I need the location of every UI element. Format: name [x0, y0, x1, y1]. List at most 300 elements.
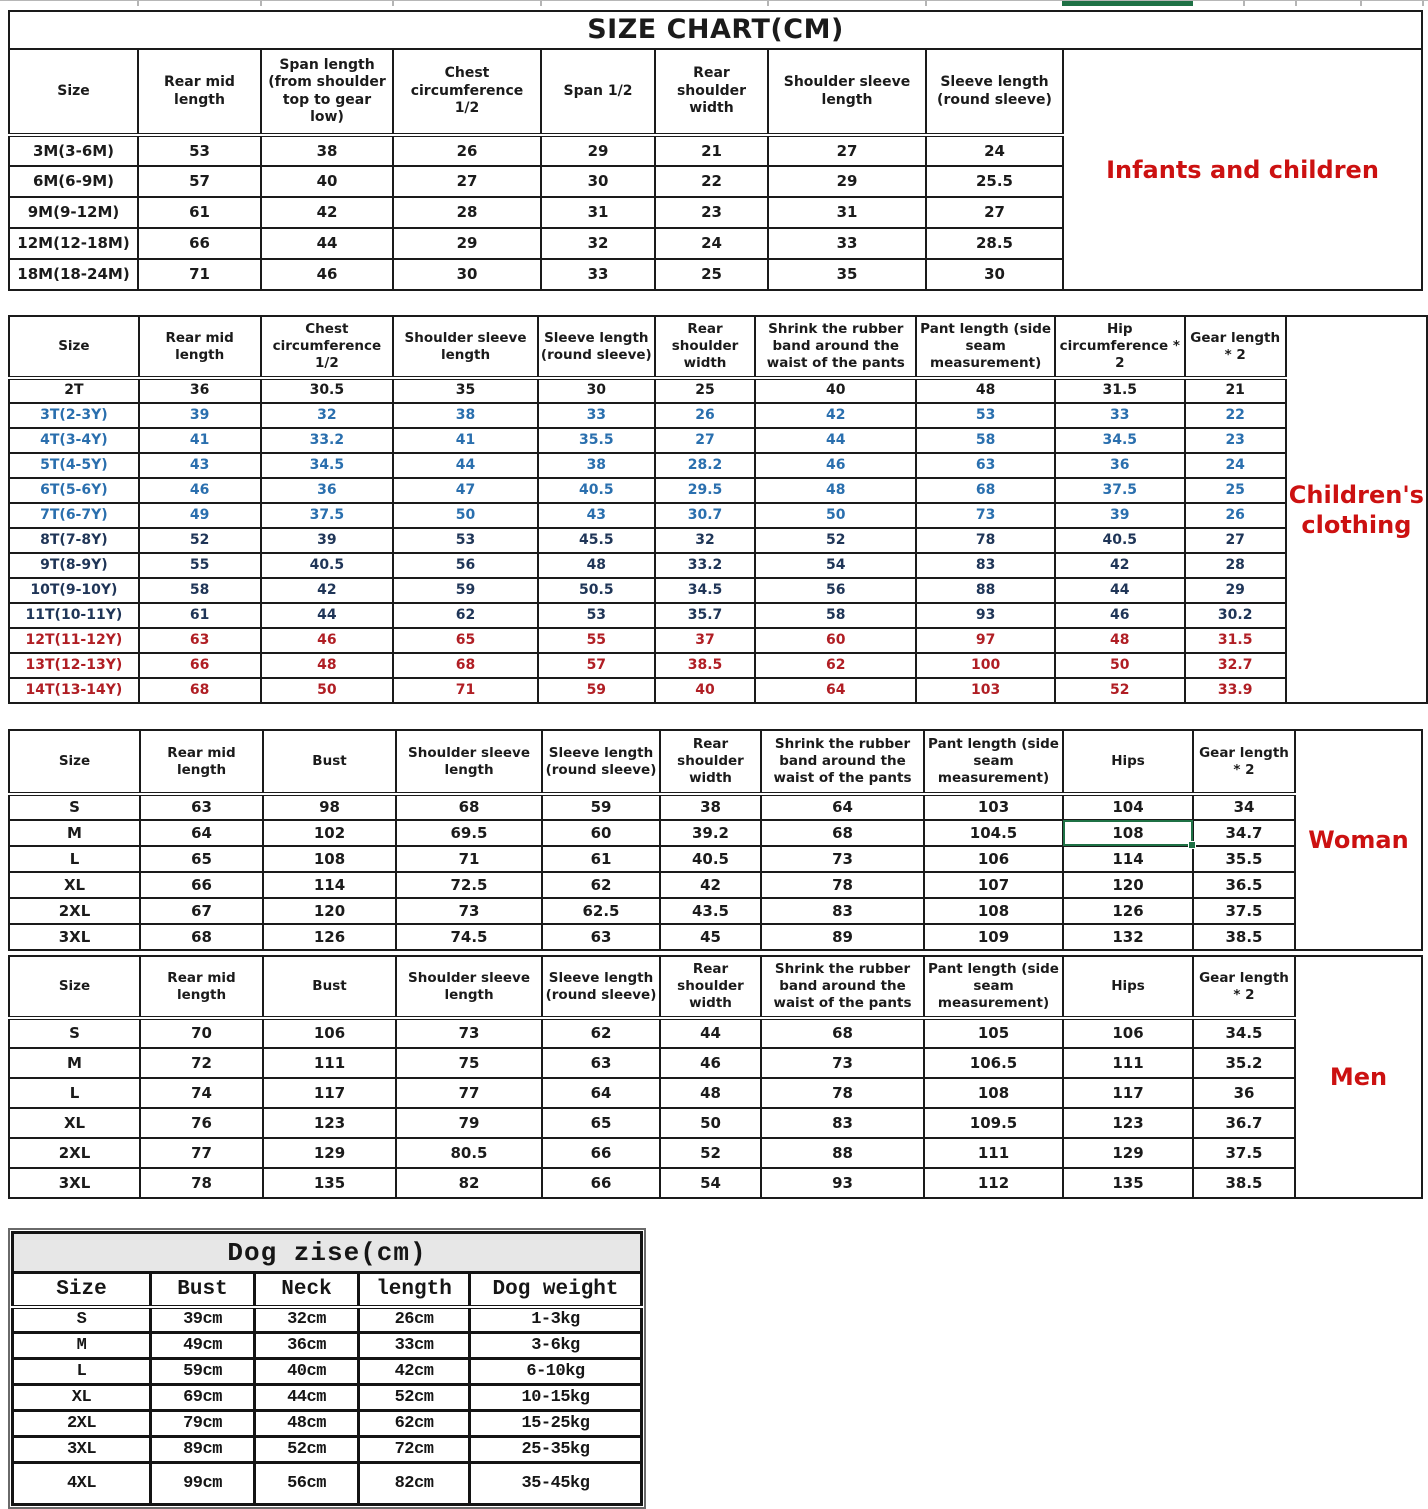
- value-cell: 30.5: [261, 378, 394, 403]
- value-cell: 49cm: [151, 1333, 255, 1359]
- size-label-cell: 18M(18-24M): [9, 259, 138, 290]
- value-cell: 26: [1185, 503, 1286, 528]
- gridline-tick: [392, 1, 394, 6]
- value-cell: 30: [926, 259, 1063, 290]
- value-cell: 35.2: [1193, 1048, 1295, 1078]
- table-title-row: [13, 1233, 642, 1273]
- value-cell: 36: [1055, 453, 1185, 478]
- value-cell: 77: [396, 1078, 542, 1108]
- value-cell: 73: [761, 846, 924, 872]
- value-cell: 36: [1193, 1078, 1295, 1108]
- value-cell: 44: [261, 603, 394, 628]
- value-cell: 25-35kg: [470, 1437, 642, 1463]
- column-header: Shoulder sleeve length: [396, 956, 542, 1018]
- size-row: [9, 872, 1422, 898]
- value-cell: 46: [1055, 603, 1185, 628]
- value-cell: 38: [393, 403, 538, 428]
- value-cell: 52cm: [359, 1385, 470, 1411]
- gridline-tick: [925, 1, 927, 6]
- value-cell: 35.5: [538, 428, 655, 453]
- group-label: Children's clothing: [1286, 316, 1427, 703]
- value-cell: 33: [768, 228, 926, 259]
- value-cell: 79cm: [151, 1411, 255, 1437]
- value-cell: 36.7: [1193, 1108, 1295, 1138]
- value-cell: 89cm: [151, 1437, 255, 1463]
- gridline-tick: [1243, 1, 1245, 6]
- value-cell: 34.5: [1193, 1018, 1295, 1048]
- value-cell: 22: [655, 166, 768, 197]
- size-label-cell: 13T(12-13Y): [9, 653, 139, 678]
- value-cell: 80.5: [396, 1138, 542, 1168]
- header-row: [13, 1273, 642, 1307]
- value-cell: 65: [393, 628, 538, 653]
- size-label-cell: L: [13, 1359, 151, 1385]
- column-header: Shoulder sleeve length: [768, 49, 926, 135]
- gridline-tick: [1360, 1, 1362, 6]
- value-cell: 30: [538, 378, 655, 403]
- value-cell: 31.5: [1055, 378, 1185, 403]
- value-cell: 53: [916, 403, 1055, 428]
- value-cell: 52cm: [255, 1437, 359, 1463]
- column-header: Span 1/2: [541, 49, 655, 135]
- value-cell: 66: [139, 653, 261, 678]
- value-cell: 46: [261, 259, 393, 290]
- value-cell: 35.7: [655, 603, 755, 628]
- value-cell: 43: [139, 453, 261, 478]
- size-label-cell: M: [9, 1048, 140, 1078]
- value-cell: 27: [926, 197, 1063, 228]
- value-cell: 72cm: [359, 1437, 470, 1463]
- size-label-cell: M: [13, 1333, 151, 1359]
- size-label-cell: L: [9, 846, 140, 872]
- size-label-cell: 2XL: [9, 1138, 140, 1168]
- value-cell: 66: [138, 228, 261, 259]
- size-row: [13, 1463, 642, 1505]
- size-row: [9, 553, 1427, 578]
- value-cell: 61: [139, 603, 261, 628]
- column-header: Size: [9, 49, 138, 135]
- size-label-cell: 3XL: [13, 1437, 151, 1463]
- value-cell: 68: [916, 478, 1055, 503]
- infants-table-section: [8, 10, 1423, 291]
- value-cell: 97: [916, 628, 1055, 653]
- value-cell: 126: [1063, 898, 1193, 924]
- size-label-cell: 3T(2-3Y): [9, 403, 139, 428]
- spreadsheet-gridline-top: [0, 0, 1428, 1]
- value-cell: 3-6kg: [470, 1333, 642, 1359]
- value-cell: 33.9: [1185, 678, 1286, 703]
- value-cell: 40: [755, 378, 916, 403]
- value-cell: 36: [261, 478, 394, 503]
- value-cell: 111: [263, 1048, 396, 1078]
- value-cell: 33cm: [359, 1333, 470, 1359]
- value-cell: 68: [139, 678, 261, 703]
- value-cell: 66: [542, 1138, 660, 1168]
- column-header: Shrink the rubber band around the waist of the pants: [761, 730, 924, 794]
- column-header: Chest circumference 1/2: [261, 316, 394, 378]
- value-cell: 66: [140, 872, 263, 898]
- value-cell: 83: [761, 1108, 924, 1138]
- value-cell: 108: [924, 898, 1063, 924]
- value-cell: 33: [1055, 403, 1185, 428]
- value-cell: 55: [139, 553, 261, 578]
- value-cell: 64: [755, 678, 916, 703]
- column-header: Chest circumference 1/2: [393, 49, 541, 135]
- value-cell: 50: [1055, 653, 1185, 678]
- size-row: [9, 794, 1422, 820]
- value-cell: 68: [761, 1018, 924, 1048]
- value-cell: 34.7: [1193, 820, 1295, 846]
- value-cell: 66: [542, 1168, 660, 1198]
- value-cell: 99cm: [151, 1463, 255, 1505]
- size-label-cell: 3XL: [9, 1168, 140, 1198]
- value-cell: 39: [261, 528, 394, 553]
- value-cell: 30: [393, 259, 541, 290]
- value-cell: 104.5: [924, 820, 1063, 846]
- value-cell: 41: [393, 428, 538, 453]
- size-label-cell: 6T(5-6Y): [9, 478, 139, 503]
- size-label-cell: 11T(10-11Y): [9, 603, 139, 628]
- value-cell: 78: [761, 1078, 924, 1108]
- column-header: Bust: [263, 730, 396, 794]
- value-cell: 62: [393, 603, 538, 628]
- value-cell: 62: [755, 653, 916, 678]
- value-cell: 44: [755, 428, 916, 453]
- men-table-section: [8, 955, 1423, 1199]
- value-cell: 21: [655, 135, 768, 166]
- size-row: [9, 678, 1427, 703]
- value-cell: 46: [261, 628, 394, 653]
- value-cell: 106: [263, 1018, 396, 1048]
- value-cell: 32: [261, 403, 394, 428]
- value-cell: 72: [140, 1048, 263, 1078]
- size-label-cell: 4T(3-4Y): [9, 428, 139, 453]
- value-cell: 106: [924, 846, 1063, 872]
- value-cell: 120: [1063, 872, 1193, 898]
- value-cell: 69cm: [151, 1385, 255, 1411]
- dog-size-table: [11, 1231, 643, 1506]
- header-row: [9, 49, 1422, 135]
- value-cell: 62cm: [359, 1411, 470, 1437]
- value-cell: 82cm: [359, 1463, 470, 1505]
- size-row: [9, 1138, 1422, 1168]
- value-cell: 55: [538, 628, 655, 653]
- column-header: Rear mid length: [138, 49, 261, 135]
- value-cell: 50: [755, 503, 916, 528]
- column-header: Size: [9, 956, 140, 1018]
- column-header: Bust: [151, 1273, 255, 1307]
- size-label-cell: 7T(6-7Y): [9, 503, 139, 528]
- value-cell: 27: [655, 428, 755, 453]
- size-label-cell: 6M(6-9M): [9, 166, 138, 197]
- value-cell: 106: [1063, 1018, 1193, 1048]
- size-label-cell: 3XL: [9, 924, 140, 950]
- column-header: Rear shoulder width: [655, 316, 755, 378]
- value-cell: 52: [755, 528, 916, 553]
- column-header: Gear length * 2: [1193, 730, 1295, 794]
- value-cell: 36cm: [255, 1333, 359, 1359]
- size-row: [9, 1108, 1422, 1138]
- value-cell: 109.5: [924, 1108, 1063, 1138]
- value-cell: 33: [538, 403, 655, 428]
- value-cell: 68: [761, 820, 924, 846]
- size-row: [13, 1333, 642, 1359]
- value-cell: 112: [924, 1168, 1063, 1198]
- column-header: Span length (from shoulder top to gear low): [261, 49, 393, 135]
- value-cell: 68: [393, 653, 538, 678]
- value-cell: 132: [1063, 924, 1193, 950]
- value-cell: 15-25kg: [470, 1411, 642, 1437]
- value-cell: 98: [263, 794, 396, 820]
- size-row: [9, 1018, 1422, 1048]
- value-cell: 65: [542, 1108, 660, 1138]
- value-cell: 32: [541, 228, 655, 259]
- value-cell: 44cm: [255, 1385, 359, 1411]
- value-cell: 39: [139, 403, 261, 428]
- value-cell: 34.5: [1055, 428, 1185, 453]
- value-cell: 53: [393, 528, 538, 553]
- value-cell: 48: [660, 1078, 761, 1108]
- value-cell: 48: [538, 553, 655, 578]
- column-header: Sleeve length (round sleeve): [542, 956, 660, 1018]
- column-header: Rear shoulder width: [660, 956, 761, 1018]
- value-cell: 40cm: [255, 1359, 359, 1385]
- value-cell: 34.5: [261, 453, 394, 478]
- value-cell: 56: [393, 553, 538, 578]
- value-cell: 117: [263, 1078, 396, 1108]
- value-cell: 88: [916, 578, 1055, 603]
- value-cell: 35: [768, 259, 926, 290]
- table-title: SIZE CHART(CM): [9, 11, 1422, 49]
- column-header: Rear mid length: [139, 316, 261, 378]
- value-cell: 28: [393, 197, 541, 228]
- column-header: Hip circumference * 2: [1055, 316, 1185, 378]
- header-row: [9, 316, 1427, 378]
- size-row: [9, 453, 1427, 478]
- size-label-cell: 12T(11-12Y): [9, 628, 139, 653]
- value-cell: 104: [1063, 794, 1193, 820]
- gridline-tick: [767, 1, 769, 6]
- value-cell: 59: [538, 678, 655, 703]
- group-label: Men: [1295, 956, 1422, 1198]
- value-cell: 135: [263, 1168, 396, 1198]
- value-cell: 78: [761, 872, 924, 898]
- value-cell: 111: [1063, 1048, 1193, 1078]
- value-cell: 37: [655, 628, 755, 653]
- size-label-cell: 10T(9-10Y): [9, 578, 139, 603]
- column-header: Rear mid length: [140, 956, 263, 1018]
- group-label: Woman: [1295, 730, 1422, 950]
- size-row: [9, 898, 1422, 924]
- value-cell: 28.5: [926, 228, 1063, 259]
- value-cell: 26: [393, 135, 541, 166]
- woman-size-table: [8, 729, 1423, 951]
- size-label-cell: XL: [9, 872, 140, 898]
- value-cell: 72.5: [396, 872, 542, 898]
- size-label-cell: 9T(8-9Y): [9, 553, 139, 578]
- value-cell: 83: [916, 553, 1055, 578]
- value-cell: 38.5: [1193, 1168, 1295, 1198]
- table-title-row: [9, 11, 1422, 49]
- value-cell: 30.2: [1185, 603, 1286, 628]
- value-cell: 129: [1063, 1138, 1193, 1168]
- size-row: [9, 628, 1427, 653]
- value-cell: 32: [655, 528, 755, 553]
- value-cell: 61: [542, 846, 660, 872]
- value-cell: 33.2: [261, 428, 394, 453]
- value-cell: 37.5: [1055, 478, 1185, 503]
- value-cell: 27: [768, 135, 926, 166]
- value-cell: 35: [393, 378, 538, 403]
- value-cell: 108: [263, 846, 396, 872]
- value-cell: 63: [542, 1048, 660, 1078]
- value-cell: 28: [1185, 553, 1286, 578]
- gridline-tick: [1295, 1, 1297, 6]
- gridline-tick: [1422, 1, 1424, 6]
- value-cell: 34: [1193, 794, 1295, 820]
- column-header: Shrink the rubber band around the waist of the pants: [755, 316, 916, 378]
- value-cell: 63: [916, 453, 1055, 478]
- size-label-cell: XL: [13, 1385, 151, 1411]
- column-header: Shoulder sleeve length: [393, 316, 538, 378]
- value-cell: 114: [263, 872, 396, 898]
- value-cell: 123: [263, 1108, 396, 1138]
- value-cell: 69.5: [396, 820, 542, 846]
- value-cell: 28.2: [655, 453, 755, 478]
- column-header: Hips: [1063, 730, 1193, 794]
- value-cell: 31.5: [1185, 628, 1286, 653]
- value-cell: 126: [263, 924, 396, 950]
- size-row: [9, 478, 1427, 503]
- value-cell: 49: [139, 503, 261, 528]
- value-cell: 52: [1055, 678, 1185, 703]
- value-cell: 42: [660, 872, 761, 898]
- value-cell: 107: [924, 872, 1063, 898]
- value-cell: 56cm: [255, 1463, 359, 1505]
- size-label-cell: 5T(4-5Y): [9, 453, 139, 478]
- value-cell: 26: [655, 403, 755, 428]
- column-header: Size: [9, 316, 139, 378]
- value-cell: 48: [916, 378, 1055, 403]
- value-cell: 123: [1063, 1108, 1193, 1138]
- value-cell: 93: [916, 603, 1055, 628]
- children-table-section: [8, 315, 1428, 704]
- value-cell: 38.5: [655, 653, 755, 678]
- size-label-cell: 2XL: [13, 1411, 151, 1437]
- value-cell: 29: [768, 166, 926, 197]
- column-header: Hips: [1063, 956, 1193, 1018]
- size-row: [9, 378, 1427, 403]
- value-cell: 57: [538, 653, 655, 678]
- size-label-cell: XL: [9, 1108, 140, 1138]
- value-cell: 89: [761, 924, 924, 950]
- value-cell: 36: [139, 378, 261, 403]
- value-cell: 23: [1185, 428, 1286, 453]
- value-cell: 46: [139, 478, 261, 503]
- value-cell: 64: [542, 1078, 660, 1108]
- size-row: [13, 1437, 642, 1463]
- value-cell: 34.5: [655, 578, 755, 603]
- size-label-cell: S: [9, 1018, 140, 1048]
- group-label: Infants and children: [1063, 49, 1422, 290]
- value-cell: 63: [140, 794, 263, 820]
- size-row: [13, 1359, 642, 1385]
- size-row: [9, 820, 1422, 846]
- column-header: Gear length * 2: [1193, 956, 1295, 1018]
- value-cell: 56: [755, 578, 916, 603]
- gridline-tick: [137, 1, 139, 6]
- value-cell: 50.5: [538, 578, 655, 603]
- header-row: [9, 730, 1422, 794]
- value-cell: 68: [396, 794, 542, 820]
- gridline-tick: [260, 1, 262, 6]
- men-size-table: [8, 955, 1423, 1199]
- value-cell: 21: [1185, 378, 1286, 403]
- column-header: length: [359, 1273, 470, 1307]
- value-cell: 73: [396, 898, 542, 924]
- column-header: Size: [13, 1273, 151, 1307]
- size-label-cell: S: [13, 1307, 151, 1333]
- value-cell: 32cm: [255, 1307, 359, 1333]
- selected-cell[interactable]: 108: [1063, 820, 1193, 846]
- value-cell: 29: [1185, 578, 1286, 603]
- woman-table-section: [8, 729, 1423, 951]
- size-row: [13, 1385, 642, 1411]
- value-cell: 52: [139, 528, 261, 553]
- value-cell: 53: [138, 135, 261, 166]
- value-cell: 58: [139, 578, 261, 603]
- value-cell: 44: [393, 453, 538, 478]
- value-cell: 45: [660, 924, 761, 950]
- value-cell: 47: [393, 478, 538, 503]
- column-header: Pant length (side seam measurement): [924, 956, 1063, 1018]
- size-row: [9, 528, 1427, 553]
- size-label-cell: 12M(12-18M): [9, 228, 138, 259]
- selected-column-indicator-bar: [1062, 1, 1193, 6]
- value-cell: 42: [261, 578, 394, 603]
- value-cell: 22: [1185, 403, 1286, 428]
- value-cell: 58: [755, 603, 916, 628]
- column-header: Dog weight: [470, 1273, 642, 1307]
- value-cell: 32.7: [1185, 653, 1286, 678]
- value-cell: 63: [139, 628, 261, 653]
- value-cell: 73: [761, 1048, 924, 1078]
- size-row: [9, 1078, 1422, 1108]
- value-cell: 25: [655, 378, 755, 403]
- value-cell: 78: [916, 528, 1055, 553]
- value-cell: 46: [755, 453, 916, 478]
- value-cell: 45.5: [538, 528, 655, 553]
- value-cell: 40.5: [1055, 528, 1185, 553]
- value-cell: 48: [261, 653, 394, 678]
- value-cell: 48: [1055, 628, 1185, 653]
- size-row: [13, 1411, 642, 1437]
- value-cell: 26cm: [359, 1307, 470, 1333]
- value-cell: 70: [140, 1018, 263, 1048]
- value-cell: 103: [924, 794, 1063, 820]
- size-label-cell: 9M(9-12M): [9, 197, 138, 228]
- value-cell: 50: [660, 1108, 761, 1138]
- children-size-table: [8, 315, 1428, 704]
- value-cell: 63: [542, 924, 660, 950]
- size-row: [9, 846, 1422, 872]
- value-cell: 102: [263, 820, 396, 846]
- value-cell: 105: [924, 1018, 1063, 1048]
- value-cell: 74.5: [396, 924, 542, 950]
- value-cell: 114: [1063, 846, 1193, 872]
- value-cell: 62: [542, 1018, 660, 1048]
- value-cell: 111: [924, 1138, 1063, 1168]
